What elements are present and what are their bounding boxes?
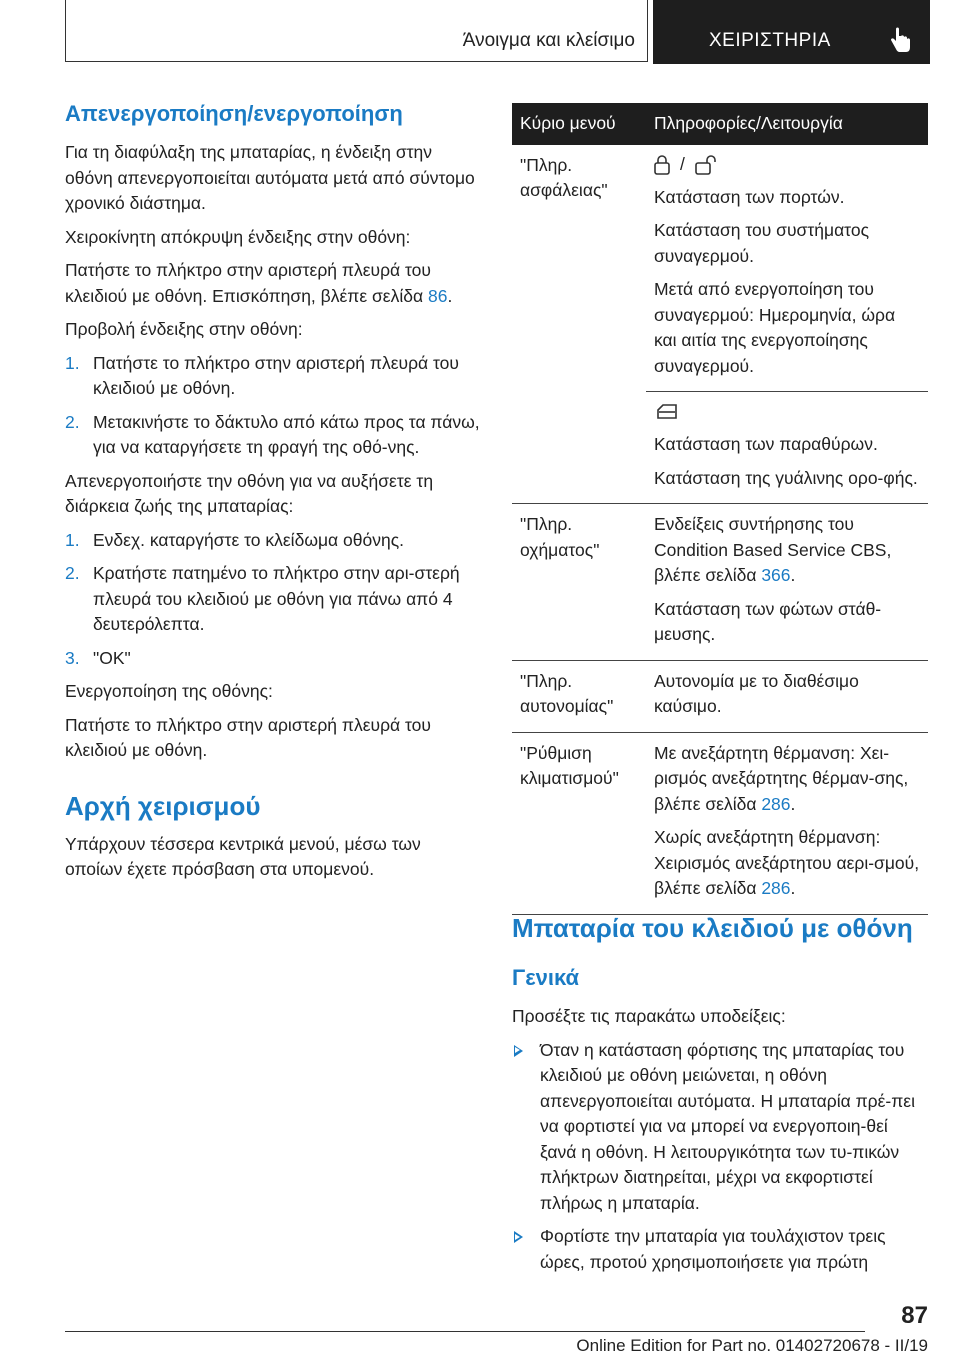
page-link-286[interactable]: 286 bbox=[761, 793, 791, 814]
info-cell bbox=[646, 145, 928, 392]
step-text: Μετακινήστε το δάκτυλο από κάτω προς τα πάνω, για να καταργήσετε τη φραγή της οθό-νης. bbox=[93, 411, 480, 457]
list-item bbox=[65, 561, 480, 638]
bullet-text: Όταν η κατάσταση φόρτισης της μπαταρίας του κλειδιού με οθόνη μειώνεται, η οθόνη απενεργοποιείται αυτόματα. Η μπαταρία πρέ-πει να φορτιστεί για να μπορεί να ενεργοποιη-θεί ξανά η οθόνη. Η λειτουργικότητα των τυ-πικών πλήκτρων διατηρείται, μέχρι να εκφορτιστεί πλήρως η μπαταρία. bbox=[540, 1039, 915, 1213]
page-link-366[interactable]: 366 bbox=[761, 565, 791, 585]
step-number: 2. bbox=[65, 411, 80, 432]
battery-section bbox=[512, 912, 927, 1283]
step-number: 1. bbox=[65, 352, 80, 373]
step-number: 3. bbox=[65, 647, 80, 668]
info-cell bbox=[646, 732, 928, 914]
bullet-text: Φορτίστε την μπαταρία για τουλάχιστον τρεις ώρες, προτού χρησιμοποιήσετε για πρώτη bbox=[540, 1226, 886, 1272]
text: . bbox=[790, 793, 796, 814]
list-item bbox=[512, 1224, 927, 1275]
table-header-row bbox=[512, 103, 928, 145]
info-text: Μετά από ενεργοποίηση του συναγερμού: Ημερομηνία, ώρα και αιτία της ενεργοποίησης συναγερμού. bbox=[654, 279, 896, 376]
column-header: Πληροφορίες/Λειτουργία bbox=[646, 103, 928, 145]
paragraph: Πατήστε το πλήκτρο στην αριστερή πλευρά του κλειδιού με οθόνη. bbox=[65, 714, 431, 760]
step-text: Κρατήστε πατημένο το πλήκτρο στην αρι-στερή πλευρά του κλειδιού με οθόνη για πάνω από 4 δευτερόλεπτα. bbox=[93, 563, 460, 634]
heading-deactivate: Απενεργοποίηση/ενεργοποίηση bbox=[65, 101, 403, 126]
step-number: 2. bbox=[65, 563, 80, 583]
list-item bbox=[65, 351, 480, 402]
info-text: Αυτονομία με το διαθέσιμο καύσιμο. bbox=[654, 670, 859, 716]
paragraph: Ενεργοποίηση της οθόνης: bbox=[65, 681, 273, 701]
paragraph: Προβολή ένδειξης στην οθόνη: bbox=[65, 319, 303, 339]
paragraph: Χειροκίνητη απόκρυψη ένδειξης στην οθόνη: bbox=[65, 226, 411, 247]
paragraph: Προσέξτε τις παρακάτω υποδείξεις: bbox=[512, 1006, 786, 1026]
list-item bbox=[512, 1038, 927, 1217]
info-text bbox=[654, 512, 920, 589]
heading-battery: Μπαταρία του κλειδιού με οθόνη bbox=[512, 913, 913, 943]
text: . bbox=[447, 285, 453, 306]
paragraph bbox=[65, 258, 480, 309]
hand-pointer-icon bbox=[888, 27, 912, 53]
window-icons bbox=[654, 400, 920, 424]
info-text bbox=[654, 825, 920, 902]
info-cell bbox=[646, 392, 928, 504]
footer-divider bbox=[65, 1331, 865, 1332]
list-item bbox=[65, 646, 480, 672]
table-row bbox=[512, 504, 928, 661]
step-text: Ενδεχ. καταργήστε το κλείδωμα οθόνης. bbox=[93, 529, 405, 550]
page-link-286[interactable]: 286 bbox=[761, 878, 791, 898]
text: Χωρίς ανεξάρτητη θέρμανση: Χειρισμός ανεξάρτητου αερι-σμού, βλέπε σελίδα bbox=[654, 827, 920, 898]
steps-list-show bbox=[65, 351, 480, 461]
menu-cell: "Πληρ. αυτονομίας" bbox=[512, 660, 646, 732]
car-window-icon bbox=[654, 402, 680, 422]
heading-general: Γενικά bbox=[512, 965, 580, 990]
info-cell bbox=[646, 660, 928, 732]
section-tab bbox=[65, 0, 648, 62]
column-header: Κύριο μενού bbox=[512, 103, 646, 145]
page-number: 87 bbox=[901, 1302, 928, 1329]
lock-closed-icon bbox=[654, 155, 670, 175]
text: Με ανεξάρτητη θέρμανση: Χει-ρισμός ανεξάρτητης θέρμαν-σης, βλέπε σελίδα bbox=[654, 742, 909, 814]
table-row bbox=[512, 145, 928, 392]
step-number: 1. bbox=[65, 529, 80, 550]
page-link-86[interactable]: 86 bbox=[427, 285, 448, 306]
chapter-title: ΧΕΙΡΙΣΤΗΡΙΑ bbox=[709, 30, 831, 51]
table-row bbox=[512, 732, 928, 914]
slash-text: / bbox=[680, 153, 685, 174]
heading-start: Αρχή χειρισμού bbox=[65, 790, 261, 821]
info-text: Κατάσταση των παραθύρων. bbox=[654, 434, 878, 454]
text: Ενδείξεις συντήρησης του Condition Based Service CBS, βλέπε σελίδα bbox=[654, 514, 892, 585]
chapter-tab bbox=[653, 0, 930, 64]
step-text: Πατήστε το πλήκτρο στην αριστερή πλευρά του κλειδιού με οθόνη. bbox=[93, 352, 459, 398]
info-text: Κατάσταση των πορτών. bbox=[654, 186, 845, 207]
paragraph: Για τη διαφύλαξη της μπαταρίας, η ένδειξη στην οθόνη απενεργοποιείται αυτόματα μετά από σύντομο χρονικό διάστημα. bbox=[65, 142, 475, 213]
lock-open-icon bbox=[695, 155, 717, 175]
triangle-bullet-icon bbox=[514, 1045, 523, 1057]
paragraph: Υπάρχουν τέσσερα κεντρικά μενού, μέσω των οποίων έχετε πρόσβαση στα υπομενού. bbox=[65, 833, 421, 879]
menu-cell bbox=[512, 392, 646, 504]
text: . bbox=[790, 565, 796, 585]
table-row bbox=[512, 660, 928, 732]
lock-icons bbox=[654, 153, 920, 177]
table-row bbox=[512, 392, 928, 504]
list-item bbox=[65, 410, 480, 461]
paragraph: Απενεργοποιήστε την οθόνη για να αυξήσετε τη διάρκεια ζωής της μπαταρίας: bbox=[65, 470, 434, 516]
menu-cell: "Πληρ. ασφάλειας" bbox=[520, 154, 608, 200]
step-text: "OK" bbox=[93, 647, 131, 668]
info-text: Κατάσταση του συστήματος συναγερμού. bbox=[654, 220, 870, 266]
list-item bbox=[65, 528, 480, 554]
menu-cell: "Πληρ. οχήματος" bbox=[512, 504, 646, 661]
notes-list bbox=[512, 1038, 927, 1276]
triangle-bullet-icon bbox=[514, 1231, 523, 1243]
text: Πατήστε το πλήκτρο στην αριστερή πλευρά του κλειδιού με οθόνη. Επισκόπηση, βλέπε σελίδα bbox=[65, 260, 431, 306]
left-column bbox=[65, 100, 480, 891]
menu-cell: "Ρύθμιση κλιματισμού" bbox=[512, 732, 646, 914]
main-menu-table bbox=[512, 103, 928, 915]
page-header bbox=[65, 0, 930, 62]
footer-edition: Online Edition for Part no. 01402720678 - II/19 bbox=[576, 1336, 928, 1355]
info-cell bbox=[646, 504, 928, 661]
steps-list-off bbox=[65, 528, 480, 672]
info-text bbox=[654, 741, 920, 818]
info-text: Κατάσταση της γυάλινης ορο-φής. bbox=[654, 467, 918, 488]
info-text: Κατάσταση των φώτων στάθ-μευσης. bbox=[654, 598, 882, 644]
section-title: Άνοιγμα και κλείσιμο bbox=[462, 30, 635, 51]
text: . bbox=[790, 878, 796, 898]
